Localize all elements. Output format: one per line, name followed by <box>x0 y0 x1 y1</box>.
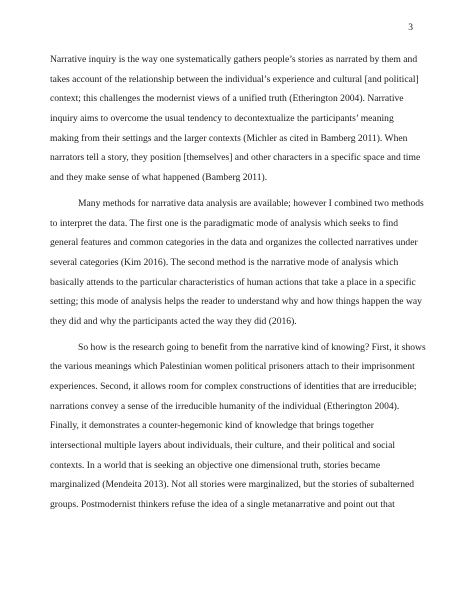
text-line: groups. Postmodernist thinkers refuse the idea of a single metanarrative and point out that <box>50 499 395 511</box>
text-line: intersectional multiple layers about individuals, their culture, and their political and social <box>50 440 396 452</box>
text-line: So how is the research going to benefit from the narrative kind of knowing? First, it shows <box>78 341 426 353</box>
text-line: takes account of the relationship between the individual’s experience and cultural [and political] <box>50 73 419 85</box>
text-line: Finally, it demonstrates a counter-hegemonic kind of knowledge that brings together <box>50 420 374 432</box>
text-line: contexts. In a world that is seeking an objective one dimensional truth, stories became <box>50 459 381 471</box>
text-line: Narrative inquiry is the way one systematically gathers people’s stories as narrated by them and <box>50 54 418 65</box>
text-line: setting; this mode of analysis helps the reader to understand why and how things happen the way <box>50 296 422 308</box>
text-line: context; this challenges the modernist views of a unified truth (Etherington 2004). Narrative <box>50 93 404 105</box>
text-line: marginalized (Mendeita 2013). Not all stories were marginalized, but the stories of subalterned <box>50 479 415 491</box>
page-number: 3 <box>408 23 413 33</box>
text-line: the various meanings which Palestinian women political prisoners attach to their imprisonment <box>50 361 415 373</box>
text-line: experiences. Second, it allows room for complex constructions of identities that are irreducible; <box>50 381 417 392</box>
text-line: narrations convey a sense of the irreducible humanity of the individual (Etherington 2004). <box>50 400 400 412</box>
text-line: to interpret the data. The first one is the paradigmatic mode of analysis which seeks to find <box>50 217 399 229</box>
text-line: inquiry aims to overcome the usual tendency to decontextualize the participants’ meaning <box>50 113 394 125</box>
paragraph-1 <box>50 50 421 188</box>
text-line: they did and why the participants acted the way they did (2016). <box>50 315 297 327</box>
paragraph-2 <box>50 194 424 332</box>
text-line: general features and common categories in the data and organizes the collected narratives under <box>50 237 418 249</box>
text-line: basically attends to the particular characteristics of human actions that take a place in a specific <box>50 276 416 288</box>
text-line: Many methods for narrative data analysis are available; however I combined two methods <box>78 197 424 209</box>
text-line: narrators tell a story, they position [themselves] and other characters in a specific space and time <box>50 152 421 164</box>
text-line: and they make sense of what happened (Bamberg 2011). <box>50 172 268 184</box>
body-text <box>50 50 426 515</box>
paragraph-3 <box>50 338 426 515</box>
text-line: several categories (Kim 2016). The second method is the narrative mode of analysis which <box>50 256 399 268</box>
text-line: making from their settings and the larger contexts (Michler as cited in Bamberg 2011). When <box>50 132 408 144</box>
